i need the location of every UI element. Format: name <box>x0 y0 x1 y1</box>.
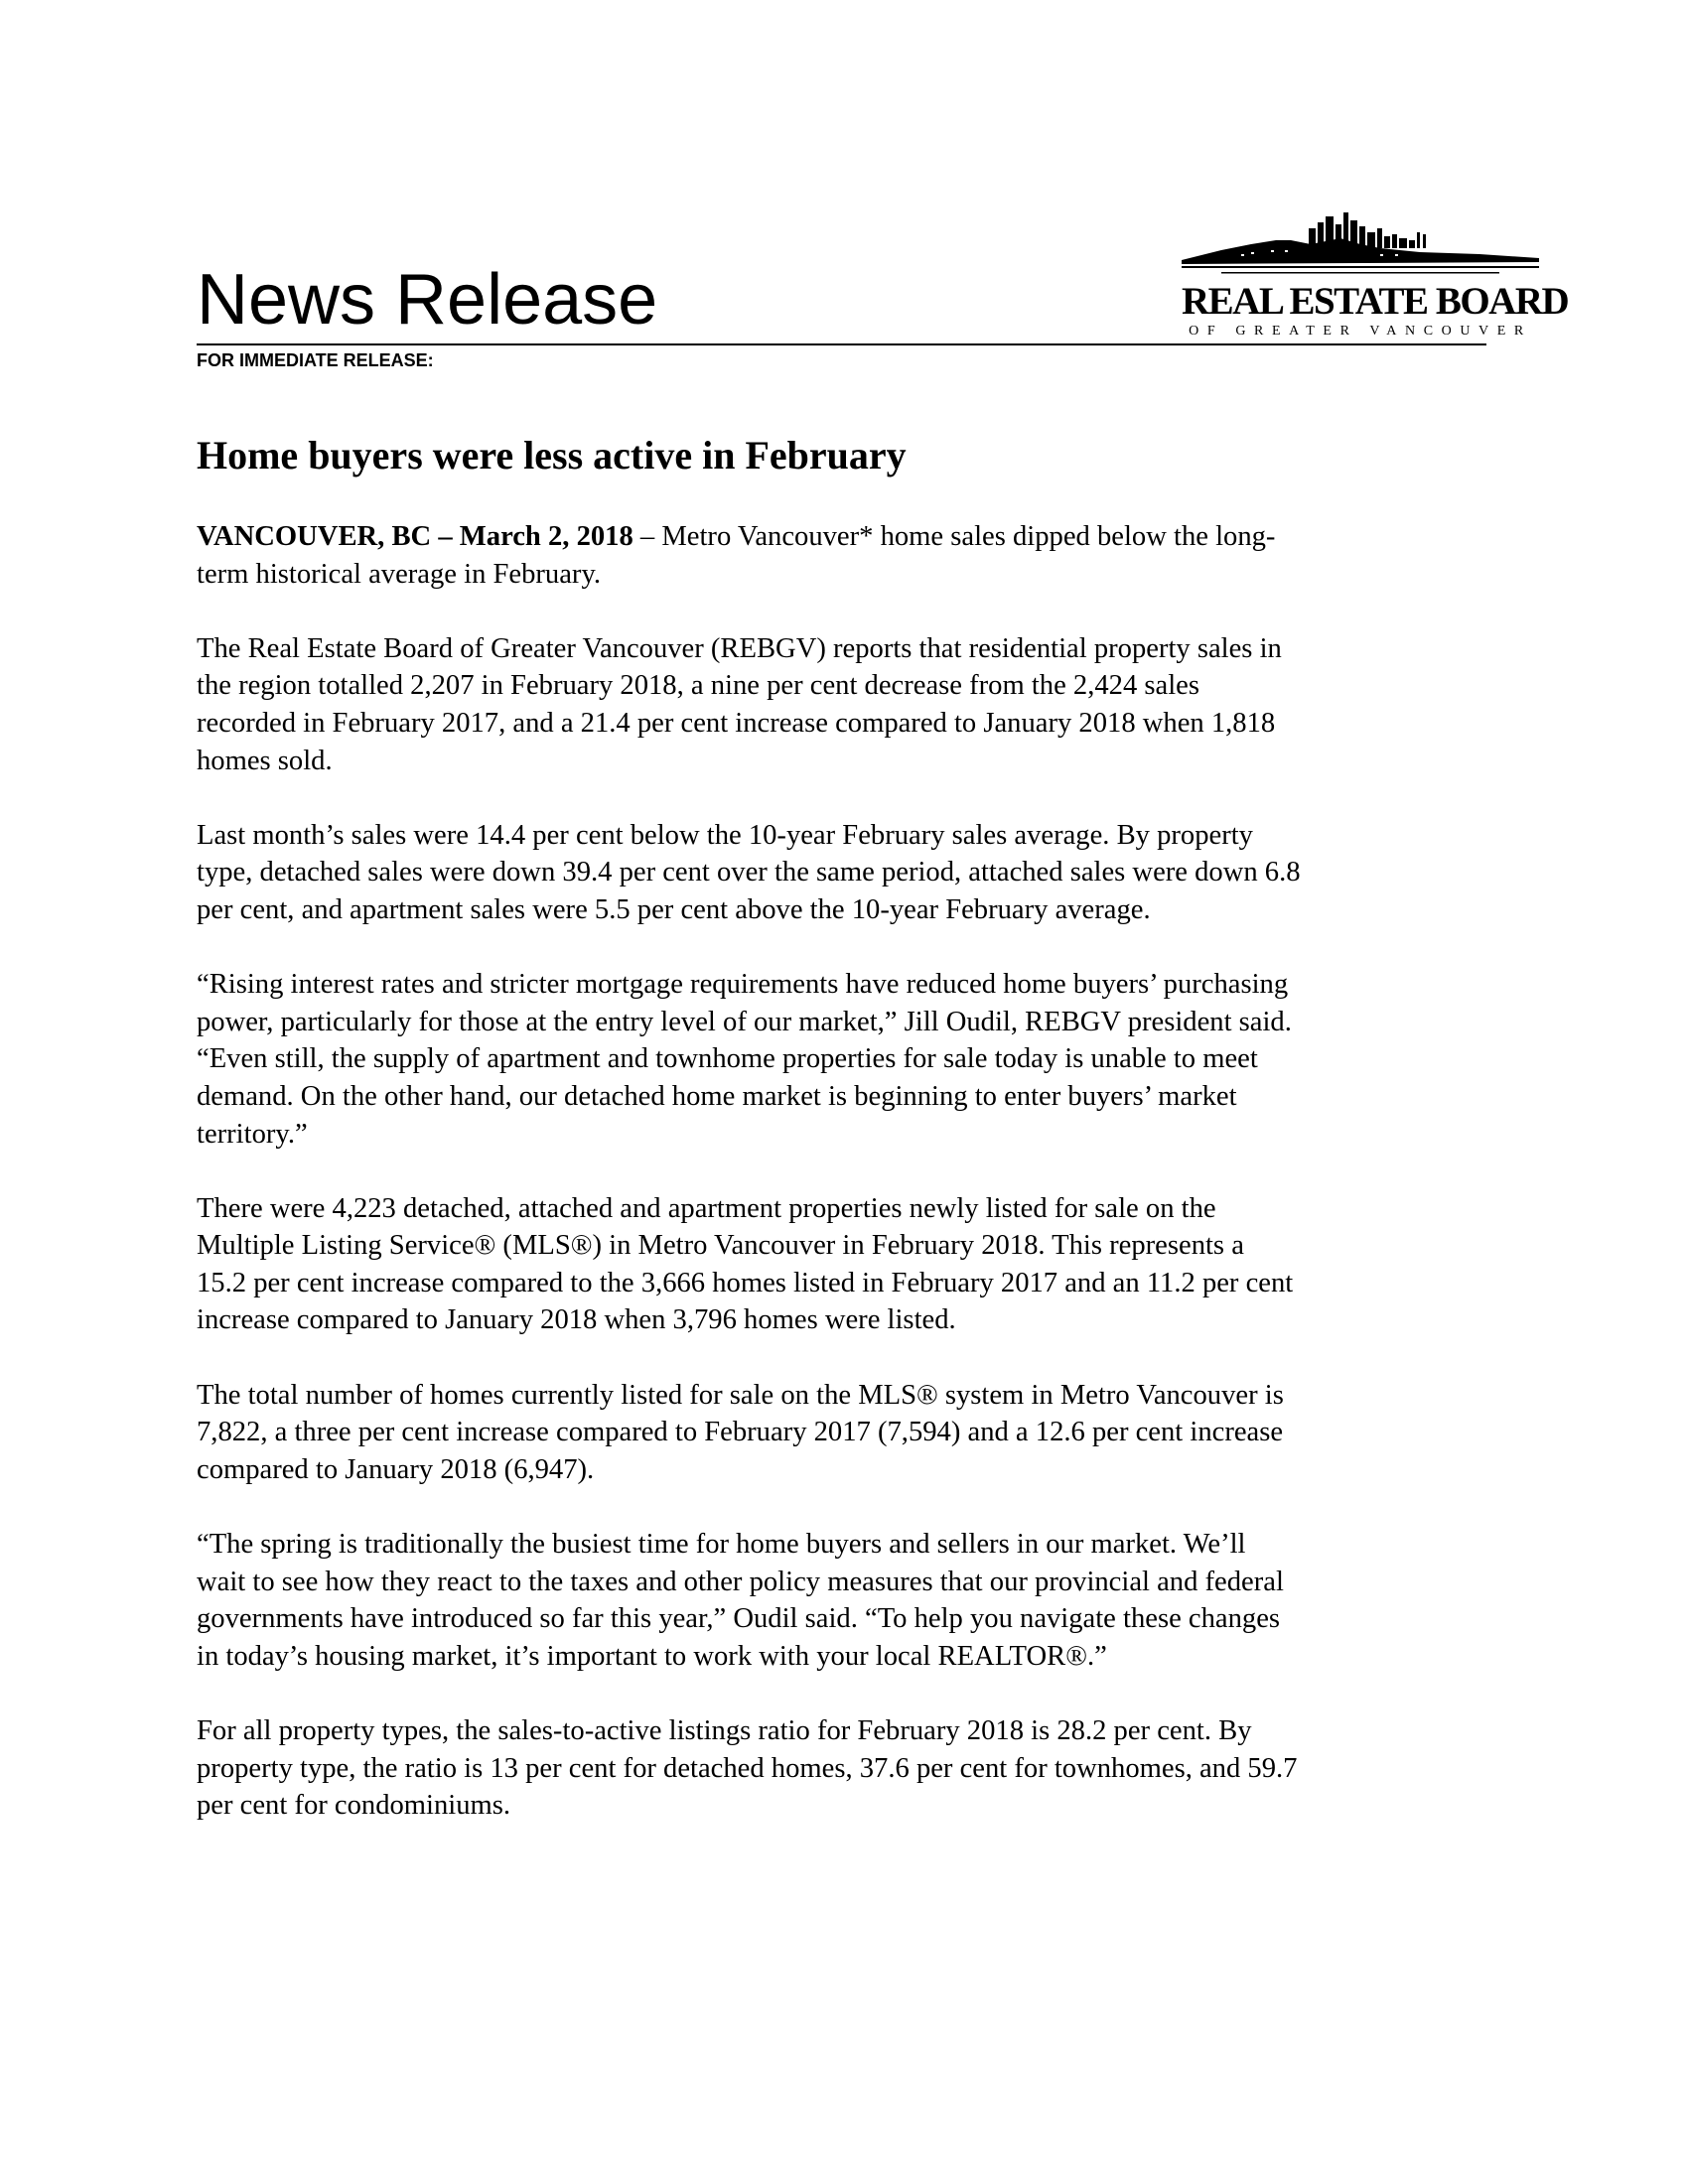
paragraph-line: 15.2 per cent increase compared to the 3,666 homes listed in February 2017 and an 11.2 per cent <box>197 1267 1294 1298</box>
paragraph-line: homes sold. <box>197 745 333 776</box>
city-skyline-icon <box>1182 210 1539 280</box>
paragraph-text: – Metro Vancouver* home sales dipped below the long- <box>633 521 1276 552</box>
paragraph-line <box>197 518 1497 556</box>
paragraph-line: “Rising interest rates and stricter mortgage requirements have reduced home buyers’ purchasing <box>197 969 1289 1001</box>
paragraph-line: governments have introduced so far this year,” Oudil said. “To help you navigate these changes <box>197 1603 1281 1635</box>
header-divider <box>197 343 1486 345</box>
paragraph-line: For all property types, the sales-to-active listings ratio for February 2018 is 28.2 per cent. By <box>197 1715 1252 1746</box>
dateline: VANCOUVER, BC – March 2, 2018 <box>197 521 633 552</box>
paragraph-line: “Even still, the supply of apartment and townhome properties for sale today is unable to meet <box>197 1043 1258 1075</box>
paragraph-7 <box>197 1526 1497 1675</box>
paragraph-line: Multiple Listing Service® (MLS®) in Metro Vancouver in February 2018. This represents a <box>197 1230 1244 1262</box>
paragraph-line: type, detached sales were down 39.4 per cent over the same period, attached sales were down 6.8 <box>197 857 1301 888</box>
paragraph-line: recorded in February 2017, and a 21.4 per cent increase compared to January 2018 when 1,818 <box>197 707 1276 739</box>
paragraph-line: wait to see how they react to the taxes and other policy measures that our provincial and federal <box>197 1566 1284 1597</box>
logo-tagline: OF GREATER VANCOUVER <box>1189 324 1532 339</box>
paragraph-line: demand. On the other hand, our detached home market is beginning to enter buyers’ market <box>197 1080 1237 1112</box>
paragraph-2 <box>197 630 1497 779</box>
paragraph-line: per cent, and apartment sales were 5.5 per cent above the 10-year February average. <box>197 893 1151 925</box>
paragraph-line: in today’s housing market, it’s important to work with your local REALTOR®.” <box>197 1640 1107 1672</box>
paragraph-line: power, particularly for those at the entry level of our market,” Jill Oudil, REBGV president said. <box>197 1006 1292 1037</box>
paragraph-5 <box>197 1190 1497 1339</box>
paragraph-line: Last month’s sales were 14.4 per cent below the 10-year February sales average. By property <box>197 819 1253 851</box>
paragraph-line: The Real Estate Board of Greater Vancouver (REBGV) reports that residential property sales in <box>197 632 1282 664</box>
article-body <box>197 518 1497 1861</box>
paragraph-line: The total number of homes currently listed for sale on the MLS® system in Metro Vancouver is <box>197 1379 1284 1411</box>
paragraph-8 <box>197 1712 1497 1825</box>
paragraph-3 <box>197 817 1497 929</box>
logo-wordmark: REAL ESTATE BOARD <box>1182 280 1569 323</box>
paragraph-line: property type, the ratio is 13 per cent for detached homes, 37.6 per cent for townhomes, and 59.7 <box>197 1752 1298 1784</box>
paragraph-line: 7,822, a three per cent increase compared to February 2017 (7,594) and a 12.6 per cent increase <box>197 1417 1284 1448</box>
paragraph-1 <box>197 518 1497 593</box>
page-title: News Release <box>197 260 658 340</box>
paragraph-line: There were 4,223 detached, attached and apartment properties newly listed for sale on the <box>197 1192 1216 1224</box>
paragraph-line: territory.” <box>197 1118 308 1150</box>
paragraph-line: compared to January 2018 (6,947). <box>197 1453 595 1485</box>
paragraph-line: term historical average in February. <box>197 558 602 590</box>
paragraph-6 <box>197 1377 1497 1489</box>
rebgv-logo <box>1182 210 1569 339</box>
paragraph-line: per cent for condominiums. <box>197 1790 511 1822</box>
paragraph-line: the region totalled 2,207 in February 2018, a nine per cent decrease from the 2,424 sales <box>197 670 1199 702</box>
paragraph-line: “The spring is traditionally the busiest time for home buyers and sellers in our market. We’ll <box>197 1529 1246 1561</box>
release-tag: FOR IMMEDIATE RELEASE: <box>197 350 434 370</box>
article-headline: Home buyers were less active in February <box>197 433 907 478</box>
paragraph-4 <box>197 966 1497 1153</box>
paragraph-line: increase compared to January 2018 when 3,796 homes were listed. <box>197 1304 956 1336</box>
